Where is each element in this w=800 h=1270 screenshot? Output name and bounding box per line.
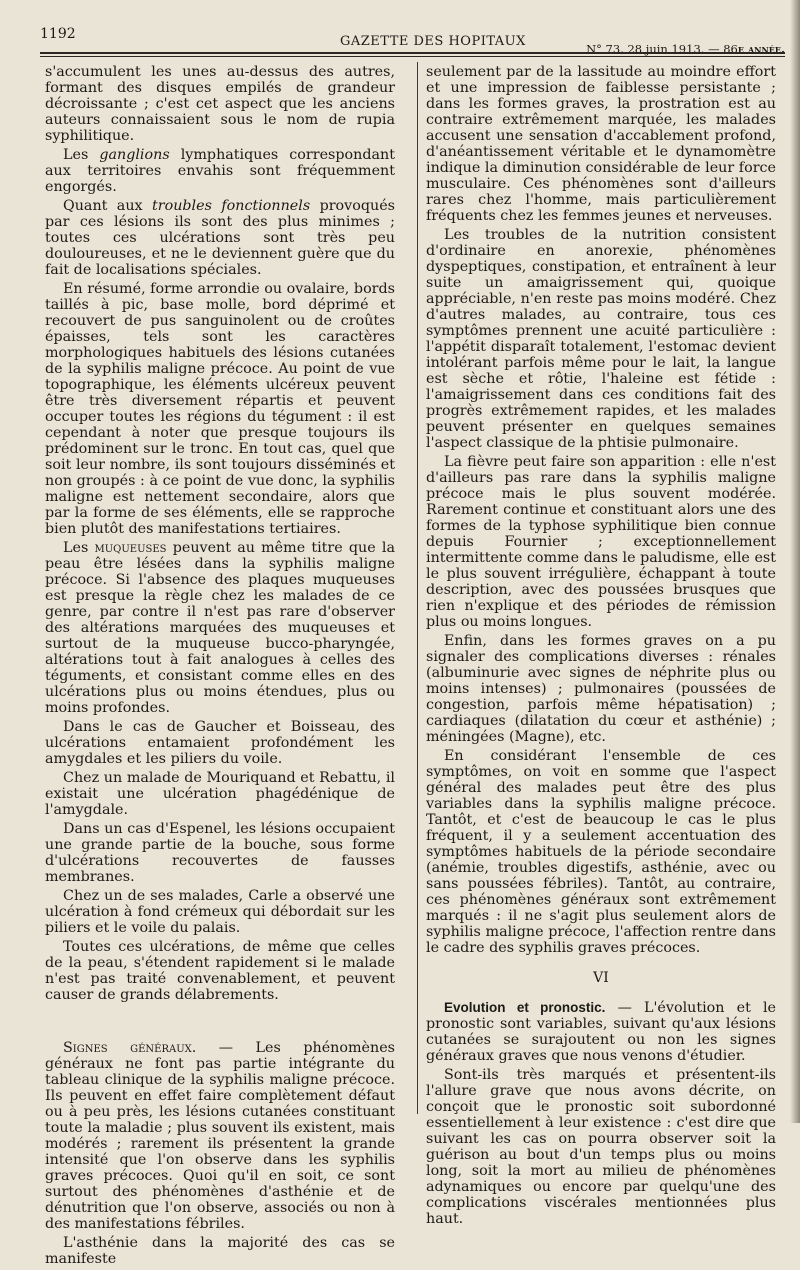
lead: Les	[63, 147, 100, 163]
text: Les troubles de la nutrition consistent d'ordinaire en anorexie, phénomènes dyspeptiques, constipation, et entraînent à leur suite un amaigrissement qui, quoique appréciable, n'en reste pas moins modéré. Chez d'autres malades, au contraire, tous ces symptômes prennent une acuité particulière : l'appétit disparaît totalement, l'estomac devient intolérant parfois même pour le lait, la langue est sèche et rôtie, l'haleine est fétide : l'amaigrissement dans ces conditions fait des progrès extrêmement rapides, et les malades peuvent présenter en quelques semaines l'aspect classique de la phtisie pulmonaire.	[426, 227, 776, 451]
lead-italic: troubles fonctionnels	[152, 198, 311, 214]
page-header	[40, 26, 785, 66]
left-column	[45, 64, 395, 1270]
text: provoqués par ces lésions ils sont des plus minimes ; toutes ces ulcérations sont très peu douloureuses, et ne le deviennent guère que du fait de localisations spéciales.	[45, 198, 396, 278]
section-gap	[45, 1006, 395, 1040]
paragraph	[45, 719, 395, 767]
paragraph	[45, 281, 395, 537]
paragraph	[45, 770, 395, 818]
text: Chez un de ses malades, Carle a observé une ulcération à fond crémeux qui débordait sur les piliers et le voile du palais.	[45, 888, 395, 936]
text: Dans un cas d'Espenel, les lésions occupaient une grande partie de la bouche, sous forme d'ulcérations recouvertes de fausses membranes.	[45, 821, 395, 885]
text: — L'évolution et le pronostic sont variables, suivant qu'aux lésions cutanées se surajoutent ou non les signes généraux graves que nous venons d'étudier.	[426, 1000, 776, 1064]
paragraph	[45, 888, 395, 936]
text: Sont-ils très marqués et présentent-ils l'allure grave que nous avons décrite, on conçoit que le pronostic soit subordonné essentiellement à leur existence : c'est dire que suivant les cas on pourra observer soit la guérison au bout d'un temps plus ou moins long, soit la mort au milieu de phénomènes adynamiques ou encore par quelqu'une des complications viscérales mentionnées plus haut.	[426, 1067, 776, 1227]
paragraph	[45, 64, 395, 144]
paragraph	[45, 1040, 395, 1232]
paragraph	[426, 1067, 776, 1227]
header-rule	[40, 52, 785, 54]
paragraph	[426, 227, 776, 451]
paragraph	[426, 454, 776, 630]
paragraph	[426, 1000, 776, 1064]
text: s'accumulent les unes au-dessus des autres, formant des disques empilés de grandeur décroissante ; c'est cet aspect que les anciens auteurs connaissaient sous le nom de rupia syphilitique.	[45, 64, 395, 144]
paragraph	[45, 821, 395, 885]
issue-suffix: e année.	[737, 42, 785, 56]
lead-sc: muqueuses	[94, 540, 167, 556]
text: — Les phénomènes généraux ne font pas partie intégrante du tableau clinique de la syphilis maligne précoce. Ils peuvent en effet faire complètement défaut ou à peu près, les lésions cutanées constituant toute la maladie ; plus souvent ils existent, mais modérés ; rarement ils présentent la grande intensité que l'on observe dans les syphilis graves précoces. Quoi qu'il en soit, ce sont surtout des phénomènes d'asthénie et de dénutrition que l'on observe, associés ou non à des manifestations fébriles.	[45, 1040, 395, 1232]
column-divider	[417, 62, 418, 1114]
text: seulement par de la lassitude au moindre effort et une impression de faiblesse persistante ; dans les formes graves, la prostration est au contraire extrêmement marquée, les malades accusent une sensation d'accablement profond, d'anéantissement véritable et le dynamomètre indique la diminution considérable de leur force musculaire. Ces phénomènes sont d'ailleurs rares chez l'homme, mais particulièrement fréquents chez les femmes jeunes et nerveuses.	[426, 64, 776, 224]
header-rule-thin	[40, 56, 785, 57]
text: L'asthénie dans la majorité des cas se manifeste	[45, 1235, 395, 1267]
lead: Quant aux	[63, 198, 153, 214]
text: Enfin, dans les formes graves on a pu signaler des complications diverses : rénales (albuminurie avec signes de néphrite plus ou moins intenses) ; pulmonaires (poussées de congestion, parfois même hépatisation) ; cardiaques (dilatation du cœur et asthénie) ; méningées (Magne), etc.	[426, 633, 776, 745]
paragraph	[45, 939, 395, 1003]
text: En résumé, forme arrondie ou ovalaire, bords taillés à pic, base molle, bord déprimé et recouvert de pus sanguinolent ou de croûtes épaisses, tels sont les caractères morphologiques habituels des lésions cutanées de la syphilis maligne précoce. Au point de vue topographique, les éléments ulcéreux peuvent être très diversement répartis et peuvent occuper toutes les régions du tégument : il est cependant à noter que presque toujours ils prédominent sur le tronc. En tout cas, quel que soit leur nombre, ils sont toujours disséminés et non groupés : à ce point de vue donc, la syphilis maligne est nettement secondaire, alors que par la forme de ses éléments, elle se rapproche bien plutôt des manifestations tertiaires.	[45, 281, 395, 537]
text: Dans le cas de Gaucher et Boisseau, des ulcérations entamaient profondément les amygdales et les piliers du voile.	[45, 719, 395, 767]
page-edge-shadow	[790, 0, 800, 1123]
lead-italic: ganglions	[99, 147, 170, 163]
text: Toutes ces ulcérations, de même que celles de la peau, s'étendent rapidement si le malade n'est pas traité convenablement, et peuvent causer de grands délabrements.	[45, 939, 395, 1003]
text: peuvent au même titre que la peau être lésées dans la syphilis maligne précoce. Si l'absence des plaques muqueuses est presque la règle chez les malades de ce genre, par contre il n'est pas rare d'observer des altérations marquées des muqueuses et surtout de la muqueuse bucco-pharyngée, altérations tout à fait analogues à celles des téguments, et consistant comme elles en des ulcérations plus ou moins étendues, plus ou moins profondes.	[45, 540, 395, 716]
lead-sc: Signes généraux.	[63, 1040, 197, 1056]
paragraph	[45, 540, 395, 716]
text: lymphatiques correspondant aux territoires envahis sont fréquemment engorgés.	[45, 147, 395, 195]
text: En considérant l'ensemble de ces symptômes, on voit en somme que l'aspect général des malades peut être des plus variables dans la syphilis maligne précoce. Tantôt, et c'est de beaucoup le cas le plus fréquent, il y a seulement accentuation des symptômes habituels de la période secondaire (anémie, troubles digestifs, asthénie, avec ou sans poussées fébriles). Tantôt, au contraire, ces phénomènes généraux sont extrêmement marqués : il ne s'agit plus seulement alors de syphilis maligne précoce, l'affection rentre dans le cadre des syphilis graves précoces.	[426, 748, 776, 956]
paragraph	[45, 198, 395, 278]
journal-title: GAZETTE DES HOPITAUX	[340, 34, 526, 49]
paragraph	[426, 633, 776, 745]
lead-bold: Evolution et pronostic.	[444, 1000, 606, 1015]
section-number: VI	[593, 970, 609, 986]
paragraph	[426, 748, 776, 956]
issue-main: N° 73, 28 juin 1913. — 86	[586, 42, 738, 56]
text: Chez un malade de Mouriquand et Rebattu, il existait une ulcération phagédénique de l'amygdale.	[45, 770, 395, 818]
text: La fièvre peut faire son apparition : elle n'est d'ailleurs pas rare dans la syphilis maligne précoce mais le plus souvent modérée. Rarement continue et constituant alors une des formes de la typhose syphilitique bien connue depuis Fournier ; exceptionnellement intermittente comme dans le paludisme, elle est le plus souvent irrégulière, échappant à toute description, avec des poussées brusques que rien n'explique et des périodes de rémission plus ou moins longues.	[426, 454, 776, 630]
lead: Les	[63, 540, 95, 556]
paragraph	[426, 64, 776, 224]
paragraph	[45, 147, 395, 195]
right-column	[426, 64, 776, 1230]
page-number: 1192	[40, 26, 76, 42]
paragraph	[45, 1235, 395, 1267]
